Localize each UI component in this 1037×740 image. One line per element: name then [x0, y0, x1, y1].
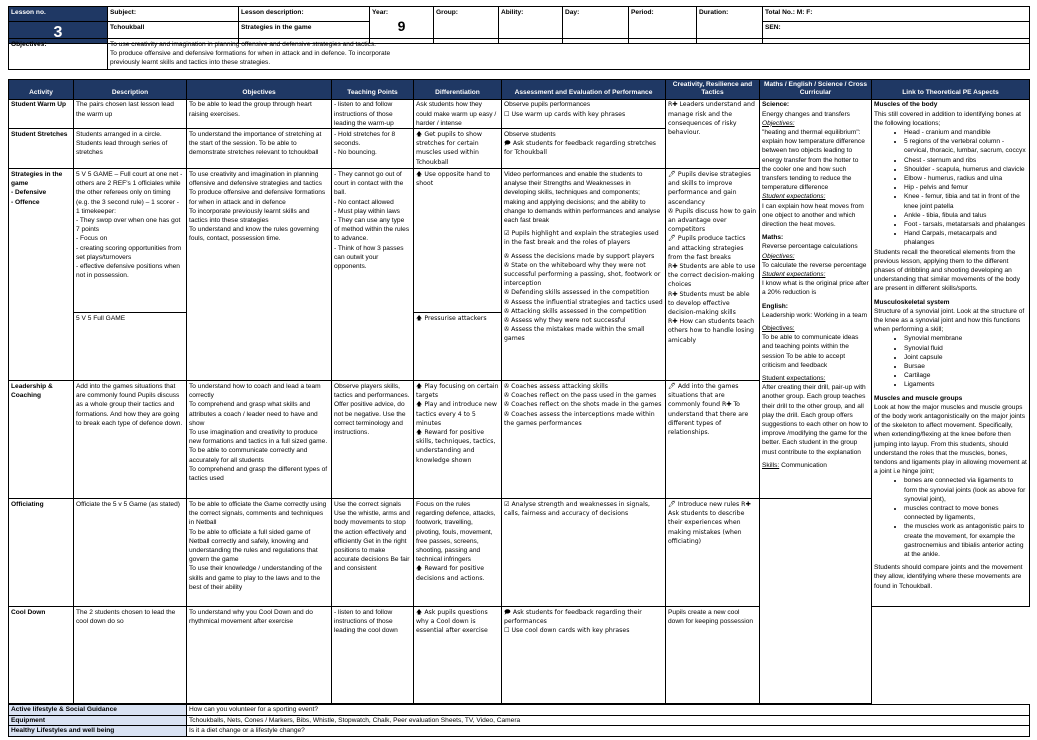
row-assessment — [502, 129, 666, 169]
objectives-text — [108, 39, 1030, 70]
list-item: • Shoulder - scapula, humerus and clavicle — [904, 165, 1027, 174]
maths-expectations-text: I know what is the original price after a 20% reduction is — [762, 280, 869, 297]
objective-line: To use imagination and creativity to produce new formations and tactics in a full sized game. — [189, 428, 328, 446]
bones-title: Muscles of the body — [874, 101, 938, 109]
english-expectations-text: After creating their drill, pair-up with another group. Each group teaches their drill to the other group, and all play the drill. Each group offers suggestions to each other on how to improve /modifying the game for the better. Each student in the group must contribute to the explanation — [762, 384, 868, 456]
maths-cross-curricular-cell — [760, 99, 872, 499]
row-activity — [9, 169, 74, 381]
lesson-no-label: Lesson no. — [9, 7, 108, 22]
list-item: • Ankle - tibia, fibula and talus — [904, 211, 1027, 220]
creativity-line: 🖊 Pupils produce tactics and attacking strategies from the fast breaks — [668, 235, 746, 261]
assessment-line: ✇ Assess the influential strategies and tactics used — [504, 298, 663, 306]
footer-label-wellbeing: Healthy Lifestyles and well being — [9, 726, 187, 737]
list-item: • muscles contract to move bones connected by ligaments, — [904, 504, 1027, 522]
muscle-groups-list — [874, 476, 1027, 559]
assessment-line: ✇ Assess why they were not successful — [504, 316, 626, 324]
assessment-line: ✇ State on the whiteboard why they were not successful performing a passing, shot, footwork or interception — [504, 261, 661, 288]
assessment-line: ☑ Pupils highlight and explain the strategies used in the fast break and the roles of players — [504, 230, 659, 247]
row-differentiation: 🡅 Use opposite hand to shoot — [414, 169, 502, 313]
english-text: Leadership work: Working in a team — [762, 311, 868, 319]
list-item: • Elbow - humerus, radius and ulna — [904, 174, 1027, 183]
row-assessment — [502, 607, 666, 704]
musculoskeletal-title: Musculoskeletal system — [874, 298, 950, 306]
duration-label: Duration: — [697, 7, 763, 44]
musculoskeletal-intro: Structure of a synovial joint. Look at the structure of the knee as a synovial joint and how this functions when performing a skill; — [874, 307, 1025, 334]
col-creativity: Creativity, Resilience and Tactics — [666, 80, 760, 100]
objective-line: To produce offensive and defensive formations for when in attack and in defence — [189, 189, 326, 206]
row-creativity: 🖊 Introduce new rules R✚ Ask students to describe their experiences when making mistakes (when officiating) — [666, 499, 760, 607]
objective-line: To use their knowledge / understanding of the skills and game to play to the laws and to the best of their ability — [189, 565, 323, 591]
row-objectives — [187, 381, 332, 499]
list-item: • the muscles work as antagonistic pairs to create the movement, for example the gastrocnemius and tibialis anterior acting at the ankle. — [904, 522, 1027, 559]
synovial-list — [874, 334, 1027, 389]
creativity-line: R✚ How can students teach others how to handle losing amicably — [668, 318, 755, 344]
row-activity: Student Warm Up — [9, 99, 74, 129]
list-item: • 5 regions of the vertebral column - cervical, thoracic, lumbar, sacrum, coccyx — [904, 137, 1027, 155]
row-differentiation: 🡅 Ask pupils questions why a Cool down is essential after exercise — [414, 607, 502, 704]
lesson-no-value: 3 — [9, 22, 108, 44]
total-label: Total No.: M: F: — [763, 7, 1030, 22]
assessment-line: ✇ Defending skills assessed in the competition — [504, 289, 650, 297]
description-line: - They swop over when one has got 7 points — [76, 216, 181, 234]
col-assessment: Assessment and Evaluation of Performance — [502, 80, 666, 100]
differentiation-line: 🡅 Play focusing on certain targets — [416, 382, 499, 400]
row-teaching: Use the correct signals Use the whistle, arms and body movements to stop the action effectively and efficiently Get in the right positions to make accurate decisions Be fair and consistent — [332, 499, 414, 607]
year-label: Year: — [372, 8, 389, 16]
assessment-line: 🗩 Ask students for feedback regarding stretches for Tchoukball — [504, 140, 657, 157]
science-label: Science: — [762, 101, 790, 109]
teaching-line: - Must play within laws — [334, 207, 400, 215]
list-item: • Hip - pelvis and femur — [904, 183, 1027, 192]
assessment-line: ☐ Use cool down cards with key phrases — [504, 627, 630, 635]
footer-table — [8, 704, 1030, 737]
teaching-line: - They can use any type of method within the rules to advance. — [334, 216, 410, 243]
assessment-line: ✇ Coaches assess attacking skills — [504, 382, 608, 390]
creativity-line: ✇ Pupils discuss how to gain an advantage over competitors — [668, 207, 757, 234]
objective-line: To incorporate previously learnt skills and tactics into these strategies — [189, 207, 310, 224]
list-item: • Synovial fluid — [904, 344, 1027, 353]
differentiation-line: 🡅 Play and introduce new tactics every 4 to 5 minutes — [416, 401, 497, 427]
row-activity: Officiating — [9, 499, 74, 607]
bones-list — [874, 128, 1027, 248]
row-teaching: Observe players skills, tactics and performances. Offer positive advice, do not be negative. Use the correct terminology and instructions. — [332, 381, 414, 499]
theory-link-cell — [872, 99, 1030, 607]
row-differentiation: 🡅 Pressurise attackers — [414, 313, 502, 381]
bones-outro: Students recall the theoretical elements from the previous lesson, applying them to the different phases of dribbling and shooting developing an understanding that similar movements of the body are present in different skills/sports. — [874, 248, 1020, 293]
row-teaching: - listen to and follow instructions of those leading the warm-up — [332, 99, 414, 129]
footer-label-lifestyle: Active lifestyle & Social Guidance — [9, 705, 187, 716]
list-item: • Synovial membrane — [904, 334, 1027, 343]
objective-line: To use creativity and imagination in planning offensive and defensive strategies and tactics — [189, 170, 322, 188]
maths-objectives-text: To calculate the reverse percentage — [762, 261, 867, 269]
day-label: Day: — [563, 7, 629, 44]
assessment-line: ☐ Use warm up cards with key phrases — [504, 110, 626, 118]
row-description: Students arranged in a circle. Students lead through series of stretches — [74, 129, 187, 169]
skills-label: Skills: — [762, 461, 780, 469]
col-link: Link to Theoretical PE Aspects — [872, 80, 1030, 100]
differentiation-line: 🡅 Reward for positive decisions and actions. — [416, 565, 485, 582]
subject-value: Tchoukball — [108, 22, 239, 44]
activity-line: Strategies in the game — [11, 170, 63, 188]
row-description: The 2 students chosen to lead the cool down do so — [74, 607, 187, 704]
col-description: Description — [74, 80, 187, 100]
row-teaching: - listen to and follow instructions of those leading the cool down — [332, 607, 414, 704]
objective-line: To comprehend and grasp the different types of tactics used — [189, 465, 328, 482]
description-line: - Focus on — [76, 235, 108, 243]
year-value: 9 — [397, 17, 406, 34]
differentiation-line: Focus on the rules regarding defence, attacks, footwork, travelling, pivoting, fouls, movement, free passes, screens, shooting, passing and technical infringers — [416, 500, 496, 564]
differentiation-line: 🡅 Reward for positive skills, techniques, tactics, understanding and knowledge shown — [416, 428, 496, 464]
footer-text-lifestyle: How can you volunteer for a sporting event? — [187, 705, 1030, 716]
col-objectives: Objectives — [187, 80, 332, 100]
row-assessment: ☑ Analyse strength and weaknesses in signals, calls, fairness and accuracy of decisions — [502, 499, 666, 607]
list-item: • Chest - sternum and ribs — [904, 156, 1027, 165]
col-maths: Maths / English / Science / Cross Curricular — [760, 80, 872, 100]
table-row — [9, 607, 1030, 704]
list-item: • Cartilage — [904, 371, 1027, 380]
description-line: - creating scoring opportunities from set plays/turnovers — [76, 244, 182, 261]
description-line: - effective defensive positions when not in possession. — [76, 262, 180, 280]
description-line: 5 V 5 GAME – Full court at one net - others are 2 REF's 1 officiales while the other referees only on timing (e.g. the 3 second rule) – 1 scorer - 1 timekeeper: — [76, 170, 183, 215]
teaching-line: - No bouncing. — [334, 149, 377, 157]
objective-line: To comprehend and grasp what skills and attributes a coach / leader need to have and show — [189, 401, 318, 427]
row-activity: Cool Down — [9, 607, 74, 704]
objectives-line: To produce offensive and defensive formations for when in attack and in defence. To incorporate — [110, 49, 391, 57]
skills-line — [762, 461, 869, 470]
list-item: • Bursae — [904, 362, 1027, 371]
muscle-groups-outro: Students should compare joints and the movement they allow, identifying where these movements are found in Tchoukball. — [874, 564, 1023, 590]
objectives-line: To use creativity and imagination in planning offensive and defensive strategies and tactics. — [110, 40, 376, 48]
lesson-desc-value: Strategies in the game — [239, 22, 370, 44]
assessment-line: Video performances and enable the students to analyse their Strengths and Weaknesses in developing skills, techniques and components; making and applying decisions; and the ability to change to demands within performances and analyse each fast break — [504, 170, 661, 224]
list-item: • bones are connected via ligaments to form the synovial joints (look as above for synovial joint), — [904, 476, 1027, 504]
ability-label: Ability: — [499, 7, 563, 44]
activity-line: - Offence — [11, 198, 40, 206]
objectives-label: Objectives: — [9, 39, 108, 70]
muscle-groups-intro: Look at how the major muscles and muscle groups of the body work antagonistically on the major joints of the skeleton to affect movement. Specifically, when extending/flexing at the knee before then jumping into layup. From this students, should understand the roles that the muscles, bones, tendons and ligaments play in allowing movement at a joint i.e hinge joint; — [874, 403, 1027, 476]
objective-line: To be able to communicate correctly and accurately for all students — [189, 447, 308, 464]
footer-text-wellbeing: Is it a diet change or a lifestyle change? — [187, 726, 1030, 737]
objective-line: To be able to officiate a full sided game of Netball correctly and safely, knowing and understanding the rules and regulations that govern the game — [189, 528, 318, 564]
sen-label: SEN: — [763, 22, 1030, 44]
table-row — [9, 99, 1030, 129]
creativity-line: 🖊 Pupils devise strategies and skills to improve performance and gain ascendancy — [668, 170, 751, 206]
creativity-line: R✚ Students are able to use the correct decision-making choices — [668, 262, 756, 289]
row-activity: Student Stretches — [9, 129, 74, 169]
row-description — [74, 169, 187, 313]
footer-text-equipment: Tchoukballs, Nets, Cones / Markers, Bibs, Whistle, Stopwatch, Chalk, Peer evaluation Sheets, TV, Video, Camera — [187, 715, 1030, 726]
row-assessment — [502, 169, 666, 381]
footer-label-equipment: Equipment — [9, 715, 187, 726]
assessment-line: ✇ Coaches assess the interceptions made within the games performances — [504, 410, 655, 427]
row-differentiation — [414, 499, 502, 607]
assessment-line: ✇ Attacking skills assessed in the competition — [504, 307, 647, 315]
row-activity: Leadership & Coaching — [9, 381, 74, 499]
objective-line: To understand and know the rules governing fouls, contact, possession time. — [189, 226, 319, 243]
lesson-desc-label: Lesson description: — [239, 7, 370, 22]
creativity-line: R✚ Students must be able to develop effective decision-making skills — [668, 290, 750, 316]
row-teaching — [332, 129, 414, 169]
assessment-line: ✇ Assess the mistakes made within the small games — [504, 326, 645, 343]
list-item: • Ligaments — [904, 380, 1027, 389]
maths-objectives-label: Objectives: — [762, 252, 795, 260]
teaching-line: - Think of how 3 passes can outwit your opponents. — [334, 244, 404, 270]
row-creativity — [666, 169, 760, 381]
row-objectives: To be able to lead the group through heart raising exercises. — [187, 99, 332, 129]
teaching-line: - Hold stretches for 8 seconds. — [334, 130, 396, 148]
assessment-line: ✇ Coaches reflect on the pass used in the games — [504, 392, 657, 400]
science-objectives-text: "heating and thermal equilibrium": explain how temperature difference between two objects leading to energy transfer from the hotter to the cooler one and how such transfers tending to reduce the temperature difference — [762, 128, 865, 192]
row-objectives — [187, 499, 332, 607]
list-item: • Foot - tarsals, metatarsals and phalanges — [904, 220, 1027, 229]
objectives-table — [8, 38, 1030, 70]
row-description: Add into the games situations that are commonly found Pupils discuss as a whole group their tactics and formations. And how they are going to break each type of defence down. — [74, 381, 187, 499]
science-expectations-label: Student expectations: — [762, 193, 826, 201]
row-assessment — [502, 99, 666, 129]
row-differentiation — [414, 381, 502, 499]
row-teaching — [332, 169, 414, 381]
row-differentiation: 🡅 Get pupils to show stretches for certain muscles used within Tchoukball — [414, 129, 502, 169]
period-label: Period: — [629, 7, 697, 44]
assessment-line: ✇ Coaches reflect on the shots made in the games — [504, 401, 662, 409]
list-item: • Head - cranium and mandible — [904, 128, 1027, 137]
row-objectives: To understand the importance of stretching at the start of the session. To be able to demonstrate stretches relevant to tchoukball — [187, 129, 332, 169]
maths-label: Maths: — [762, 234, 784, 242]
col-differentiation: Differentiation — [414, 80, 502, 100]
row-objectives: To understand why you Cool Down and do rhythmical movement after exercise — [187, 607, 332, 704]
row-creativity: Pupils create a new cool down for keeping possession — [666, 607, 760, 704]
science-objectives-label: Objectives: — [762, 119, 795, 127]
maths-empty-cell — [760, 499, 872, 704]
skills-text: Communication — [781, 461, 827, 469]
objectives-line: previously learnt skills and tactics into these strategies. — [110, 58, 271, 66]
english-label: English: — [762, 302, 789, 310]
assessment-line: Observe pupils performances — [504, 101, 591, 109]
assessment-line: Observe students — [504, 130, 556, 138]
row-description: 5 V 5 Full GAME — [74, 313, 187, 381]
activity-line: - Defensive — [11, 189, 47, 197]
col-activity: Activity — [9, 80, 74, 100]
row-differentiation: Ask students how they could make warm up easy / harder / intense — [414, 99, 502, 129]
muscle-groups-title: Muscles and muscle groups — [874, 394, 963, 402]
group-label: Group: — [434, 7, 499, 44]
science-text: Energy changes and transfers — [762, 110, 850, 118]
list-item: • Hand Carpals, metacarpals and phalanges — [904, 229, 1027, 247]
row-description: The pairs chosen last lesson lead the warm up — [74, 99, 187, 129]
assessment-line: 🗩 Ask students for feedback regarding their performances — [504, 608, 642, 626]
row-creativity: R✚ Leaders understand and manage risk and the consequences of risky behaviour. — [666, 99, 760, 169]
subject-label: Subject: — [108, 7, 239, 22]
row-assessment — [502, 381, 666, 499]
row-description: Officiate the 5 v 5 Game (as stated) — [74, 499, 187, 607]
row-creativity: 🖊 Add into the games situations that are commonly found R✚ To understand that there are different types of relationships. — [666, 381, 760, 499]
list-item: • Knee - femur, tibia and tat in front of the knee joint patella — [904, 192, 1027, 210]
english-objectives-label: Objectives: — [762, 324, 795, 332]
row-objectives — [187, 169, 332, 381]
list-item: • Joint capsule — [904, 353, 1027, 362]
english-expectations-label: Student expectations: — [762, 375, 826, 382]
lesson-plan-table — [8, 79, 1030, 704]
english-objectives-text: To be able to communicate ideas and teaching points within the session To be able to accept criticism and feedback — [762, 334, 859, 369]
bones-intro: This still covered in addition to identifying bones at the following locations; — [874, 110, 1021, 127]
objective-line: To understand how to coach and lead a team correctly — [189, 382, 321, 400]
maths-text: Reverse percentage calculations — [762, 243, 858, 251]
teaching-line: - No contact allowed — [334, 198, 394, 206]
col-teaching-points: Teaching Points — [332, 80, 414, 100]
objective-line: To be able to officiate the Game correctly using the correct signals, comments and techniques in Netball — [189, 500, 327, 527]
maths-expectations-label: Student expectations: — [762, 270, 826, 278]
assessment-line: ✇ Assess the decisions made by support players — [504, 252, 655, 260]
science-expectations-text: I can explain how heat moves from one object to another and which direction the heat moves. — [762, 202, 864, 228]
teaching-line: - They cannot go out of court in contact with the ball. — [334, 170, 404, 197]
